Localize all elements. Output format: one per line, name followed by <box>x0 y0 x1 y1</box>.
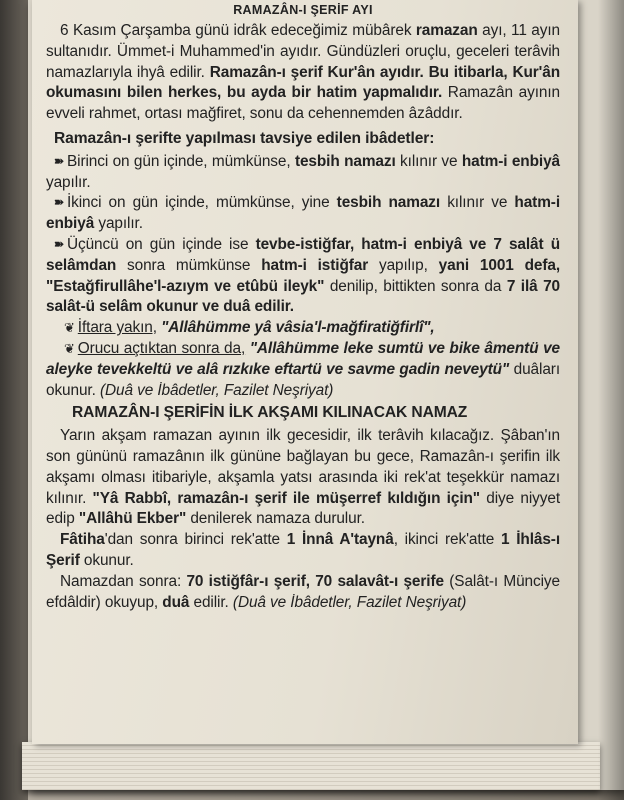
list-item <box>46 193 560 235</box>
dua-text: "Allâhümme yâ vâsia'l-mağfiratiğfirlî", <box>156 319 435 337</box>
list-item <box>46 152 560 194</box>
flower-bullet-icon: ❦ <box>64 340 75 356</box>
arrow-bullet-icon: ➽ <box>54 153 64 168</box>
section-text: , ikinci rek'atte <box>393 531 501 549</box>
dua-line <box>46 339 560 401</box>
section-heading: RAMAZÂN-I ŞERİFİN İLK AKŞAMI KILINACAK NAMAZ <box>72 404 468 422</box>
item-bold: tevbe-istiğfar, hatm-i enbiyâ ve 7 salât ü selâmdan <box>46 235 560 274</box>
intro-bold: Ramazân-ı şerif Kur'ân ayıdır. Bu itibarla, Kur'ân okumasını bilen herkes, bu ayda bir hatim yapmalıdır. <box>46 63 561 102</box>
sura-name: 1 İhlâs-ı Şerif <box>46 531 560 569</box>
item-text: yapılır. <box>94 215 143 233</box>
dua-line <box>46 318 560 339</box>
item-text: Üçüncü on gün içinde ise <box>66 235 256 253</box>
section-text: Yarın akşam ramazan ayının ilk gecesidir, ilk terâvih kılacağız. Şâban'ın son gününü ramazânın ilk gününe bağlayan bu gece, Ramazân-ı şerifin ilk akşamı olması itibariyle, akşamla yatsı arasında iki rek'at teşekkür namazı kılınır. <box>46 427 560 507</box>
section-text: Namazdan sonra: <box>60 572 187 590</box>
dua-intro: Orucu açtıktan sonra da, <box>77 339 246 357</box>
sura-name: Fâtiha <box>60 531 105 549</box>
item-text: Birinci on gün içinde, mümkünse, <box>66 152 295 170</box>
intro-text: 6 Kasım Çarşamba günü idrâk edeceğimiz mübârek <box>60 22 416 39</box>
niyyet-text: "Yâ Rabbî, ramazân-ı şerif ile müşerref kıldığın için" <box>92 489 480 507</box>
dhikr-text: 70 istiğfâr-ı şerif, 70 salavât-ı şerife <box>186 572 444 590</box>
page-shadow <box>598 0 624 800</box>
section-text: (Salât-ı Münciye efdâldir) okuyup, <box>46 572 560 611</box>
section-text: denilerek namaza durulur. <box>186 510 365 528</box>
item-text: yapılır. <box>46 173 91 191</box>
citation: (Duâ ve İbâdetler, Fazilet Neşriyat) <box>99 381 334 399</box>
page-edges <box>22 742 600 790</box>
item-text: denilip, bittikten sonra da <box>324 277 507 295</box>
section-text: diye niyyet edip <box>46 489 561 528</box>
item-text: kılınır ve <box>440 194 515 212</box>
takbir-text: "Allâhü Ekber" <box>78 510 187 528</box>
page-text <box>46 0 560 613</box>
intro-bold: ramazan <box>415 22 478 39</box>
arrow-bullet-icon: ➽ <box>54 236 64 251</box>
item-text: sonra mümkünse <box>116 256 262 274</box>
intro-paragraph <box>46 21 560 125</box>
item-bold: 7 ilâ 70 salât-ü selâm okunur ve duâ edilir. <box>46 277 561 316</box>
section-paragraph <box>46 426 560 530</box>
arrow-bullet-icon: ➽ <box>54 195 64 210</box>
section-paragraph <box>46 572 560 614</box>
item-text: kılınır ve <box>395 152 462 170</box>
item-bold: tesbih namazı <box>294 152 396 170</box>
item-bold: hatm-i enbiyâ <box>461 152 560 170</box>
item-text: İkinci on gün içinde, mümkünse, yine <box>66 194 337 212</box>
intro-text: ayı, 11 ayın sultanıdır. Ümmet-i Muhammed'in ayıdır. Gündüzleri oruçlu, geceleri terâvih namazlarıyla ihyâ edilir. <box>46 22 560 81</box>
section-text: okunur. <box>79 551 134 569</box>
page-header: RAMAZÂN-I ŞERİF AYI <box>233 3 373 17</box>
intro-text: Ramazân ayının evveli rahmet, ortası mağfiret, sonu da cehennemden âzâddır. <box>46 84 560 123</box>
section-text: edilir. <box>189 593 233 611</box>
item-bold: tesbih namazı <box>336 194 441 212</box>
citation: (Duâ ve İbâdetler, Fazilet Neşriyat) <box>232 593 467 611</box>
dua-intro: İftara yakın, <box>77 319 157 337</box>
book-spine <box>0 0 28 800</box>
item-text: yapılıp, <box>368 256 439 274</box>
dua-word: duâ <box>162 593 190 611</box>
section-text: 'dan sonra birinci rek'atte <box>104 531 287 549</box>
item-bold: hatm-i enbiyâ <box>46 194 560 233</box>
item-bold: hatm-i istiğfar <box>261 256 369 274</box>
sura-name: 1 İnnâ A'taynâ <box>286 531 394 549</box>
list-item <box>46 235 560 318</box>
section-paragraph <box>46 530 560 572</box>
recommended-heading: Ramazân-ı şerifte yapılması tavsiye edilen ibâdetler: <box>54 129 435 147</box>
dua-suffix: duâları okunur. <box>46 360 560 399</box>
book-page <box>32 0 578 744</box>
flower-bullet-icon: ❦ <box>64 320 75 336</box>
item-bold: yani 1001 defa, "Estağfirullâhe'l-azıym ve etûbü ileyk" <box>46 256 560 295</box>
dua-text: "Allâhümme leke sumtü ve bike âmentü ve aleyke tevekkeltü ve alâ rızkıke eftartü ve savme gadin neveytü" <box>46 339 560 378</box>
